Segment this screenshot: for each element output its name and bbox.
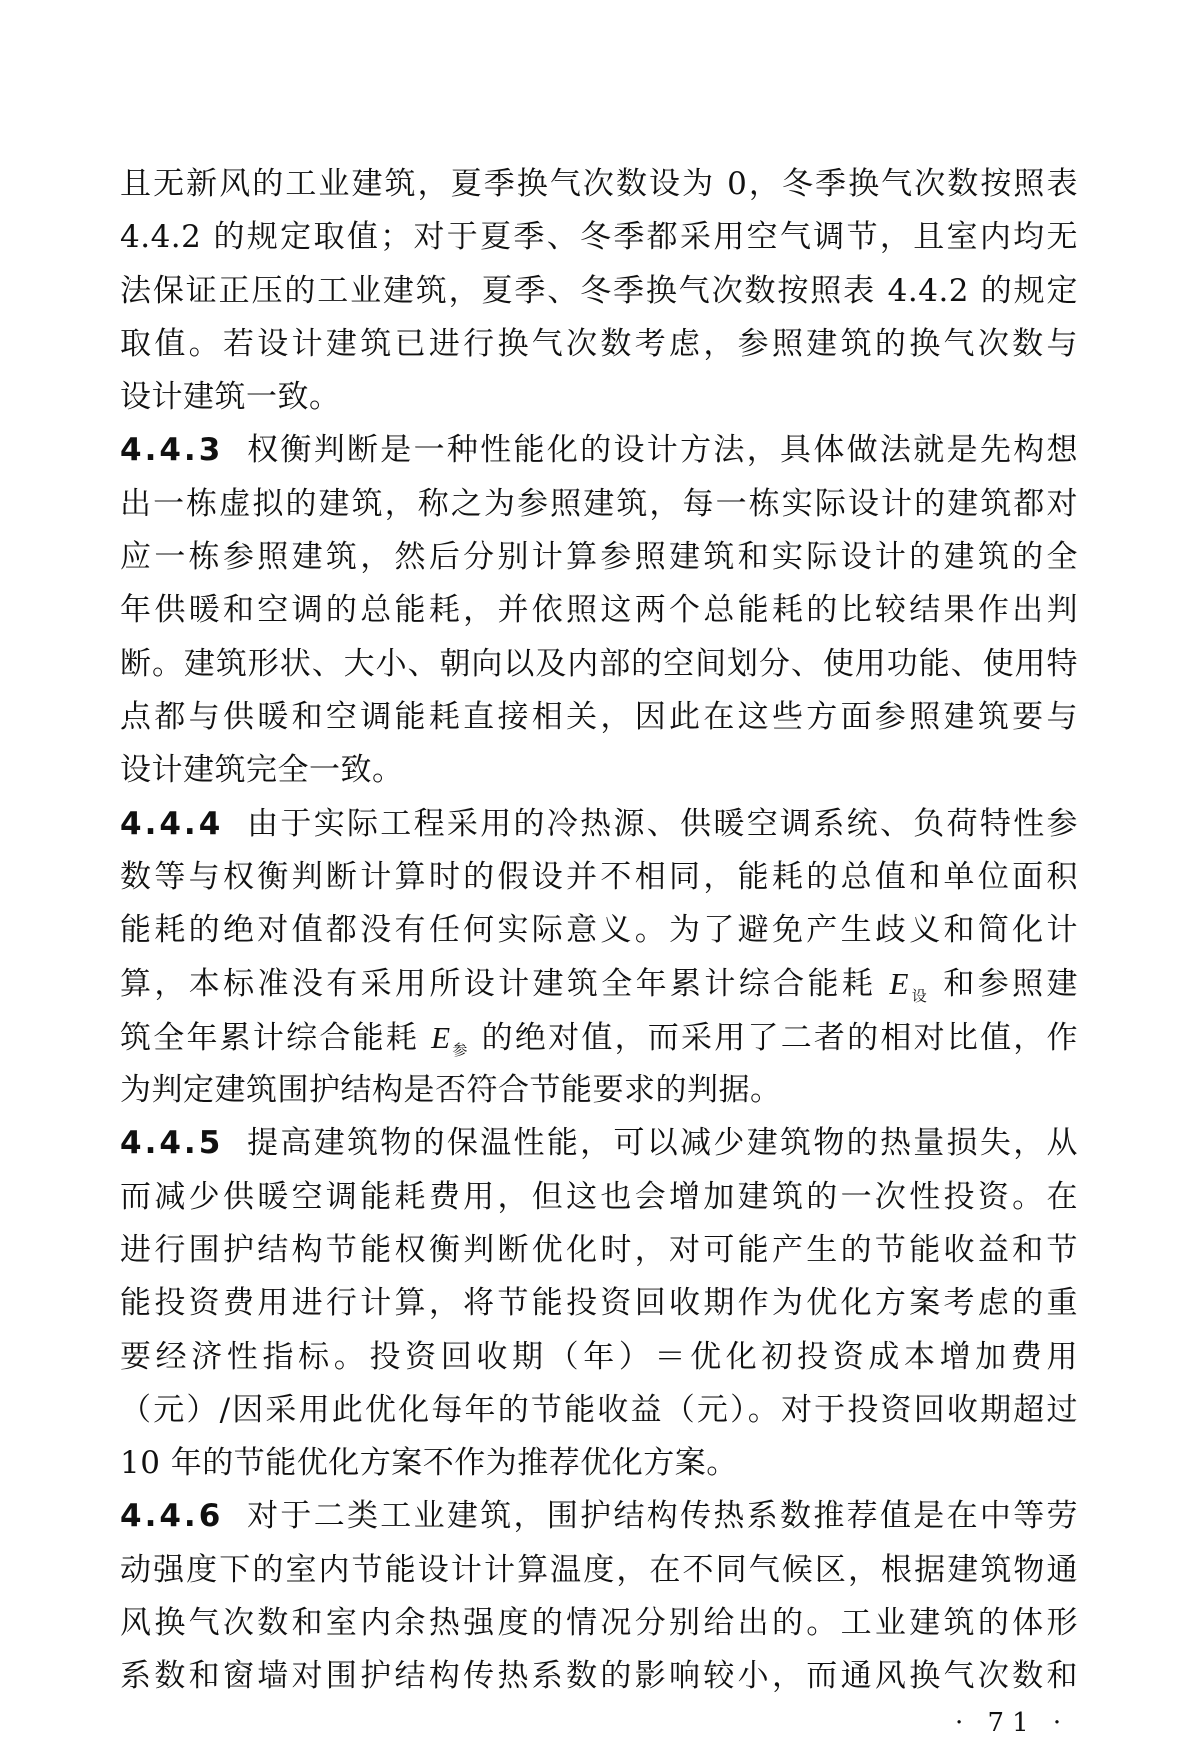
text-line: 进行围护结构节能权衡判断优化时，对可能产生的节能收益和节: [120, 1231, 1078, 1268]
text-line: 要经济性指标。投资回收期（年）＝优化初投资成本增加费用: [120, 1338, 1078, 1375]
section-number: 4.4.3: [120, 432, 224, 469]
text-line: 点都与供暖和空调能耗直接相关，因此在这些方面参照建筑要与: [120, 698, 1078, 735]
text-line: 为判定建筑围护结构是否符合节能要求的判据。: [120, 1072, 782, 1109]
text-line: 年供暖和空调的总能耗，并依照这两个总能耗的比较结果作出判: [120, 592, 1078, 629]
text-line: 10 年的节能优化方案不作为推荐优化方案。: [120, 1445, 738, 1482]
text-line: 数等与权衡判断计算时的假设并不相同，能耗的总值和单位面积: [120, 858, 1078, 895]
text-line: 设计建筑完全一致。: [120, 752, 404, 789]
text-line: 取值。若设计建筑已进行换气次数考虑，参照建筑的换气次数与: [120, 325, 1078, 362]
text-line: 设计建筑一致。: [120, 379, 341, 416]
text-line: 能耗的绝对值都没有任何实际意义。为了避免产生歧义和简化计: [120, 912, 1078, 949]
text-line: 筑全年累计综合能耗 $E_参$ 的绝对值，而采用了二者的相对比值，作: [120, 1019, 1078, 1059]
text-line: 4.4.2 的规定取值；对于夏季、冬季都采用空气调节，且室内均无: [120, 219, 1078, 256]
text-line: 系数和窗墙对围护结构传热系数的影响较小，而通风换气次数和: [120, 1658, 1078, 1695]
text-line: 能投资费用进行计算，将节能投资回收期作为优化方案考虑的重: [120, 1285, 1078, 1322]
text-line: 算，本标准没有采用所设计建筑全年累计综合能耗 $E_设$ 和参照建: [120, 966, 1078, 1006]
section-4-4-5-first-line: 4.4.5 提高建筑物的保温性能，可以减少建筑物的热量损失，从: [120, 1125, 1078, 1162]
text-line: 且无新风的工业建筑，夏季换气次数设为 0，冬季换气次数按照表: [120, 166, 1078, 202]
section-number: 4.4.4: [120, 805, 224, 842]
text-line: 出一栋虚拟的建筑，称之为参照建筑，每一栋实际设计的建筑都对: [120, 485, 1078, 522]
text-line: 风换气次数和室内余热强度的情况分别给出的。工业建筑的体形: [120, 1605, 1078, 1642]
body-text: [120, 158, 1078, 1704]
text-line: （元）/因采用此优化每年的节能收益（元）。对于投资回收期超过: [120, 1391, 1078, 1428]
energy-symbol-design: $E_设$: [889, 966, 931, 1006]
page-number: · 71 ·: [955, 1708, 1070, 1738]
text-line: 法保证正压的工业建筑，夏季、冬季换气次数按照表 4.4.2 的规定: [120, 272, 1078, 309]
text-line: 动强度下的室内节能设计计算温度，在不同气候区，根据建筑物通: [120, 1551, 1078, 1588]
text-line: 应一栋参照建筑，然后分别计算参照建筑和实际设计的建筑的全: [120, 539, 1078, 576]
section-number: 4.4.5: [120, 1125, 224, 1162]
section-4-4-3-first-line: 4.4.3 权衡判断是一种性能化的设计方法，具体做法就是先构想: [120, 432, 1078, 469]
text-line: 断。建筑形状、大小、朝向以及内部的空间划分、使用功能、使用特: [120, 645, 1078, 682]
section-number: 4.4.6: [120, 1498, 224, 1535]
section-4-4-4-first-line: 4.4.4 由于实际工程采用的冷热源、供暖空调系统、负荷特性参: [120, 805, 1078, 842]
text-line: 而减少供暖空调能耗费用，但这也会增加建筑的一次性投资。在: [120, 1178, 1078, 1215]
section-4-4-6-first-line: 4.4.6 对于二类工业建筑，围护结构传热系数推荐值是在中等劳: [120, 1498, 1078, 1535]
energy-symbol-reference: $E_参$: [431, 1019, 470, 1059]
